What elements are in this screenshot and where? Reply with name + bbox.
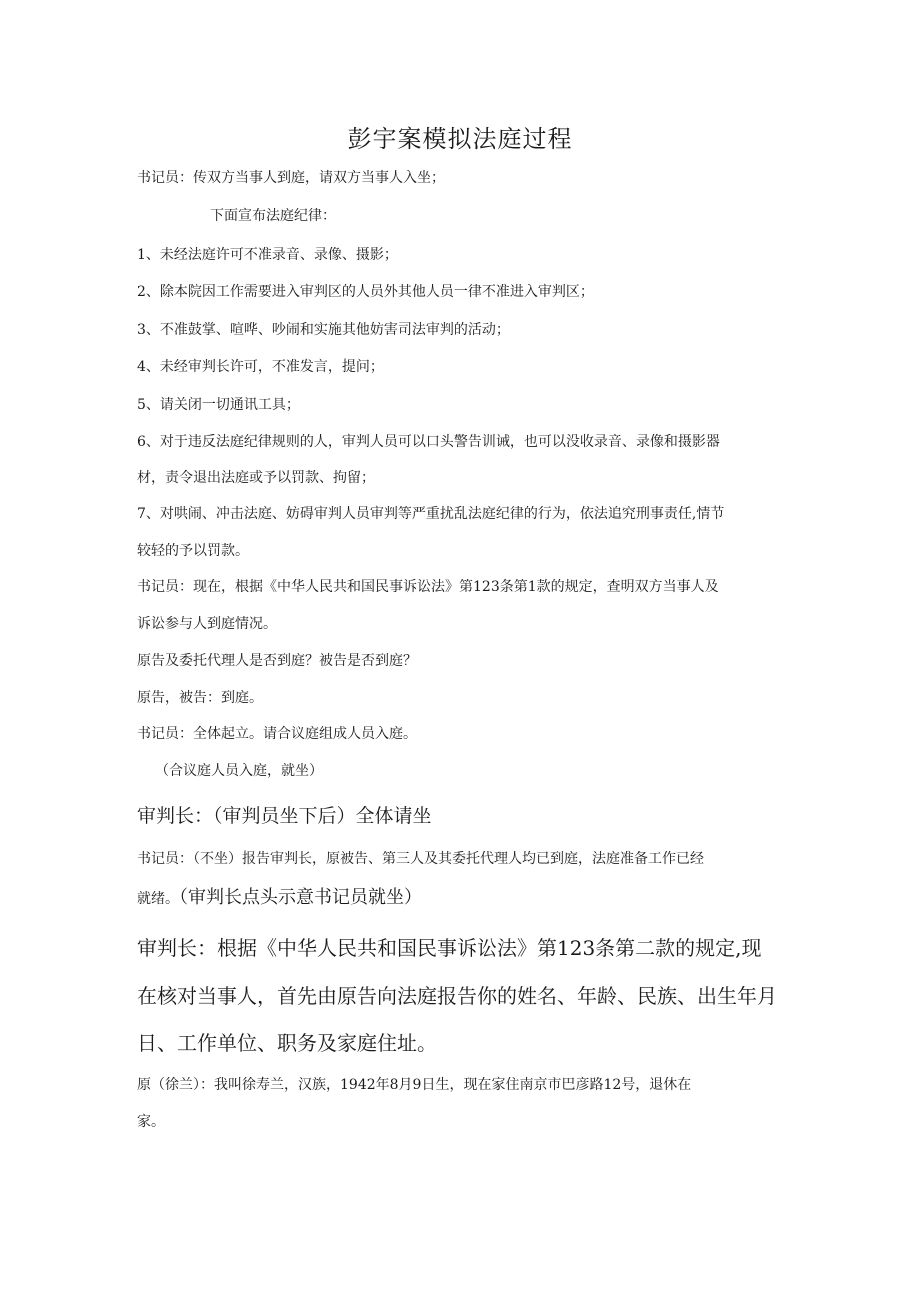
clerk-all-rise: 书记员：全体起立。请合议庭组成人员入庭。 xyxy=(137,726,417,742)
plaintiff-statement-line-2: 家。 xyxy=(137,1114,165,1130)
rule-7-line-1: 7、对哄闹、冲击法庭、妨碍审判人员审判等严重扰乱法庭纪律的行为，依法追究刑事责任,情节 xyxy=(137,506,725,522)
discipline-announcement: 下面宣布法庭纪律： xyxy=(210,208,336,224)
rule-3: 3、不准鼓掌、喧哗、吵闹和实施其他妨害司法审判的活动； xyxy=(137,322,510,338)
clerk-verify-line-1: 书记员：现在，根据《中华人民共和国民事诉讼法》第123条第1款的规定，查明双方当事人及 xyxy=(137,579,719,595)
clerk-summon-line: 书记员：传双方当事人到庭，请双方当事人入坐； xyxy=(137,170,445,186)
clerk-report-line-2 xyxy=(137,879,792,918)
judge-verify-line-3: 日、工作单位、职务及家庭住址。 xyxy=(137,1031,437,1055)
rule-7-line-2: 较轻的予以罚款。 xyxy=(137,543,249,559)
rule-6-line-2: 材，责令退出法庭或予以罚款、拘留； xyxy=(137,470,375,486)
plaintiff-statement-line-1: 原（徐兰）：我叫徐寿兰，汉族，1942年8月9日生，现在家住南京市巴彦路12号，退休在 xyxy=(137,1077,692,1093)
clerk-report-line-1: 书记员：（不坐）报告审判长，原被告、第三人及其委托代理人均已到庭，法庭准备工作已经 xyxy=(137,851,704,867)
rule-4: 4、未经审判长许可，不准发言，提问； xyxy=(137,359,384,375)
judge-verify-line-1: 审判长：根据《中华人民共和国民事诉讼法》第123条第二款的规定,现 xyxy=(137,936,762,960)
judge-verify-line-2: 在核对当事人，首先由原告向法庭报告你的姓名、年龄、民族、出生年月 xyxy=(137,984,777,1008)
document-title: 彭宇案模拟法庭过程 xyxy=(347,125,573,153)
rule-5: 5、请关闭一切通讯工具； xyxy=(137,397,300,413)
rule-2: 2、除本院因工作需要进入审判区的人员外其他人员一律不准进入审判区； xyxy=(137,284,594,300)
attendance-answer: 原告，被告：到庭。 xyxy=(137,690,263,706)
clerk-report-ready: 就绪。 xyxy=(137,891,179,907)
stage-direction-enter: （合议庭人员入庭，就坐） xyxy=(155,763,323,779)
stage-direction-nod: （审判长点头示意书记员就坐） xyxy=(179,887,422,908)
clerk-verify-line-2: 诉讼参与人到庭情况。 xyxy=(137,616,277,632)
presiding-judge-seat: 审判长：（审判员坐下后）全体请坐 xyxy=(137,805,432,827)
rule-6-line-1: 6、对于违反法庭纪律规则的人，审判人员可以口头警告训诫，也可以没收录音、录像和摄影器 xyxy=(137,434,720,450)
rule-1: 1、未经法庭许可不准录音、录像、摄影； xyxy=(137,247,398,263)
attendance-question: 原告及委托代理人是否到庭？被告是否到庭？ xyxy=(137,653,417,669)
